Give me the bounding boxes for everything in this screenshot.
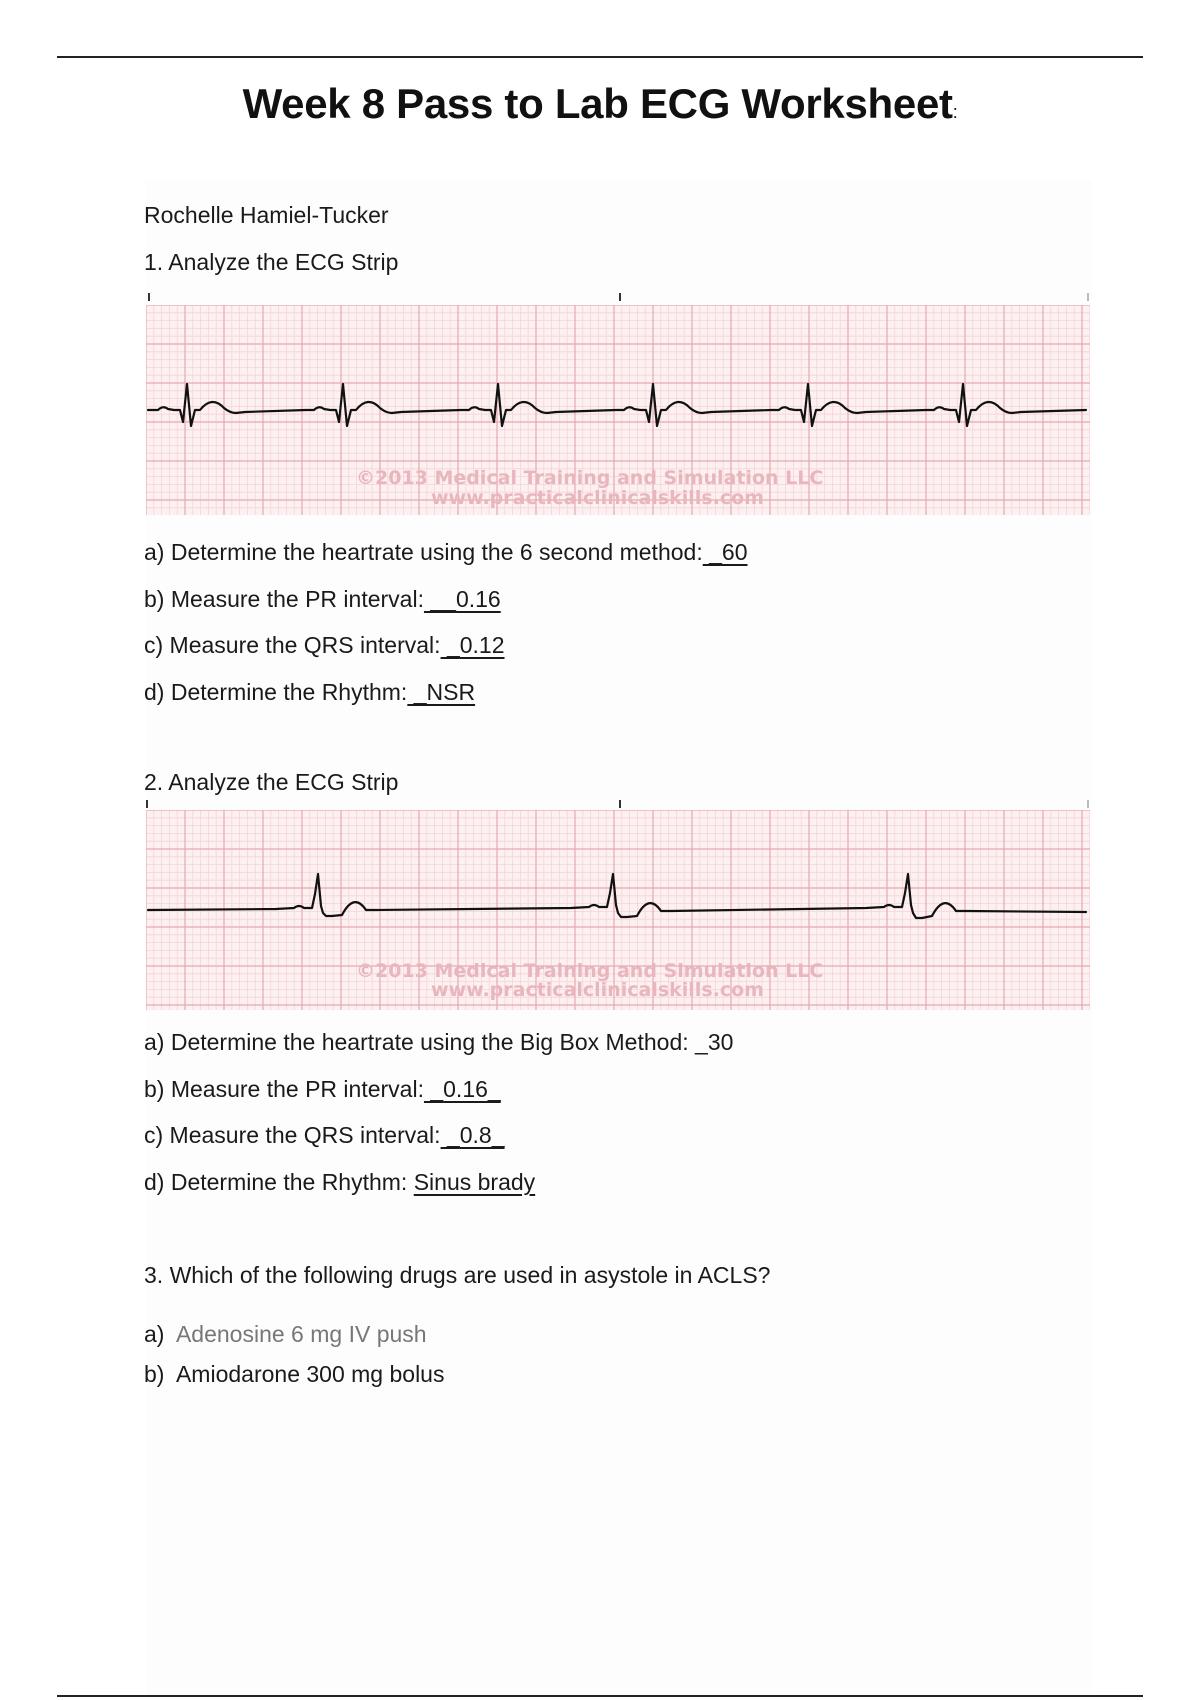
q1-item-a [144,539,748,566]
q1-item-a-label: a) Determine the heartrate using the 6 second method: [144,539,703,565]
q1-item-a-answer: 60 [721,539,748,565]
q2-item-b [144,1076,501,1103]
q1-tick-right [1087,293,1089,301]
title-text: Week 8 Pass to Lab ECG Worksheet [242,80,953,127]
q3-heading: 3. Which of the following drugs are used in asystole in ACLS? [144,1262,771,1288]
q2-item-c-blank: _ [440,1122,460,1148]
q2-item-a-blank: _ [688,1029,708,1055]
q2-heading: 2. Analyze the ECG Strip [144,769,399,795]
q1-item-d [144,679,475,706]
q2-item-a-answer: 30 [707,1029,734,1055]
q1-item-b-answer: 0.16 [455,586,501,612]
ecg-strip-1-svg [146,305,1090,515]
student-name: Rochelle Hamiel-Tucker [144,202,389,228]
top-rule [57,56,1143,58]
q1-item-b-blank: __ [423,586,456,612]
q1-tick-mid [619,293,621,301]
q1-item-c-answer: 0.12 [459,632,505,658]
q2-item-b-blank: _ [423,1076,444,1102]
q2-item-c [144,1122,505,1149]
q3-option-b [144,1361,444,1388]
q1-item-b [144,586,501,613]
ecg-strip-2 [146,810,1090,1020]
q1-item-d-answer: NSR [426,679,476,705]
q2-item-b-answer: 0.16_ [443,1076,501,1102]
q3-option-a [144,1321,427,1348]
q1-item-c-blank: _ [440,632,460,658]
ecg-strip-1 [146,305,1090,515]
q1-item-c [144,632,505,659]
q2-item-a [144,1029,733,1056]
q2-item-b-label: b) Measure the PR interval: [144,1076,424,1102]
q3-option-b-letter: b) [144,1361,165,1387]
q2-item-c-label: c) Measure the QRS interval: [144,1122,441,1148]
q3-option-a-text: Adenosine 6 mg IV push [175,1321,427,1347]
q2-item-a-label: a) Determine the heartrate using the Big Box Method: [144,1029,689,1055]
q2-item-d-label: d) Determine the Rhythm: [144,1169,408,1195]
q1-heading: 1. Analyze the ECG Strip [144,249,399,275]
watermark-line-1: ©2013 Medical Training and Simulation LLC [356,960,824,982]
q1-item-c-label: c) Measure the QRS interval: [144,632,441,658]
q3-option-a-letter: a) [144,1321,165,1347]
watermark-line-2: www.practicalclinicalskills.com [431,979,764,1001]
q1-item-b-label: b) Measure the PR interval: [144,586,424,612]
q2-item-d-answer: Sinus brady [413,1169,536,1195]
q2-tick-left [146,800,148,808]
q2-item-c-answer: 0.8_ [459,1122,505,1148]
q3-option-b-text: Amiodarone 300 mg bolus [175,1361,445,1387]
q1-tick-left [148,293,150,301]
q2-tick-mid [619,800,621,808]
bottom-rule [57,1695,1143,1697]
ecg-strip-2-svg [146,810,1090,1010]
page-title [0,80,1200,128]
watermark-line-2: www.practicalclinicalskills.com [431,487,764,509]
q2-tick-right [1087,800,1089,808]
title-colon: : [952,102,958,122]
q1-item-a-blank: _ [702,539,722,565]
q1-item-d-blank: _ [407,679,427,705]
watermark-line-1: ©2013 Medical Training and Simulation LLC [356,467,824,489]
q1-item-d-label: d) Determine the Rhythm: [144,679,408,705]
q2-item-d [144,1169,535,1196]
